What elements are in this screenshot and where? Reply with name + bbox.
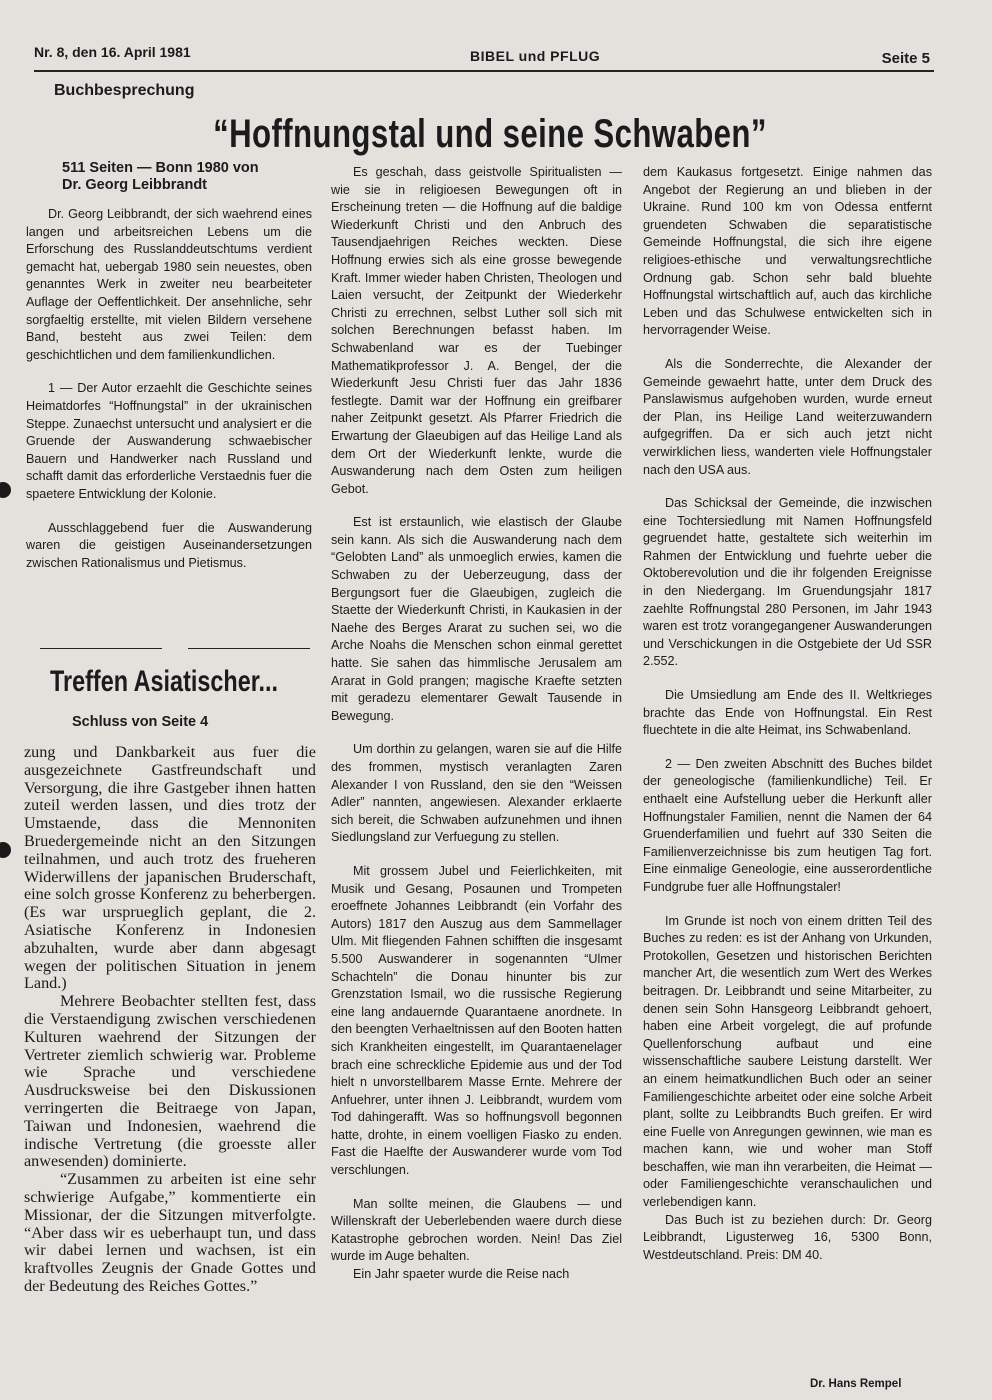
book-author-line: Dr. Georg Leibbrandt <box>62 177 208 193</box>
article-kicker: Buchbesprechung <box>54 82 195 99</box>
book-info <box>62 160 259 194</box>
paragraph: Um dorthin zu gelangen, waren sie auf die Hilfe des frommen, mystisch veranlagten Zaren Alexander I von Russland, den sie den “Weissen Adler” nannten, angewiesen. Alexander erklaerte sich bereit, die Schwaben aufzunehmen und ihnen Siedlungsland zur Verfuegung zu stellen. <box>331 742 622 845</box>
punch-hole-top <box>0 482 11 498</box>
page-header <box>34 44 934 70</box>
paragraph: Als die Sonderrechte, die Alexander der Gemeinde gewaehrt hatte, unter dem Druck des Panslawismus aufgehoben wurden, wurde erneut der Plan, ins Heilige Land weiterzuwandern aufgegriffen. Da er sich auch jetzt nicht verwirklichen liess, wanderten viele Hoffnungstaler nach den USA aus. <box>643 356 932 477</box>
paragraph: Die Umsiedlung am Ende des II. Weltkrieges brachte das Ende von Hoffnungstal. Ein Rest fluechtete in die alte Heimat, ins Schwabenland. <box>643 688 932 738</box>
article-column-2 <box>331 164 622 1284</box>
paragraph: Mehrere Beobachter stellten fest, dass die Verstaendigung zwischen verschiedenen Kulturen waehrend der Sitzungen der Vertreter ziemlich schwierig war. Probleme wie Sprache und verschiedene Ausdrucksweise bei den Diskussionen verringerten die Beitraege von Japan, Taiwan und Indonesien, waehrend die indische Vertretung (die groesste aller anwesenden) dominierte. <box>24 992 316 1171</box>
author-signature: Dr. Hans Rempel <box>810 1378 902 1390</box>
paragraph: Im Grunde ist noch von einem dritten Teil des Buches zu reden: es ist der Anhang von Urkunden, Protokollen, Gesetzen und historischen Berichten mancher Art, die wesentlich zum Wert des Werkes beitragen. Dr. Leibbrandt und seine Mitarbeiter, zu denen sein Sohn Hansgeorg Leibbrandt gehoert, haben eine Arbeit vorgelegt, die auf profunde Quellenforschung aufbaut und eine wissenschaftliche saubere Leistung darstellt. Wer an einem heimatkundlichen Buch oder an seiner Familiengeschichte arbeitet oder eine solche Arbeit plant, sollte zu Leibbrandts Buch greifen. Er wird eine Fuelle von Anregungen gewinnen, wie man es machen kann, wie und woher man Stoff beschaffen, wie man ihn verarbeiten, die Heimat — oder Familiengeschichte veranschaulichen und verlebendigen kann. <box>643 913 932 1210</box>
paragraph: Ein Jahr spaeter wurde die Reise nach <box>353 1267 570 1282</box>
paragraph: Est ist erstaunlich, wie elastisch der Glaube sein kann. Als sich die Auswanderung nach dem “Gelobten Land” als unmoeglich erwies, kamen die Schwaben zu der Ueberzeugung, dass der Bergungsort fuer die Glaeubigen, zugleich die Staette der Wiederkunft Christi, in Kaukasien in der Naehe des Berges Ararat zu suchen sei, wo die Arche Noahs die Menschen schon einmal gerettet hatte. Sie sahen das himmlische Jerusalem am Ararat in Gold prangen; magische Kraefte setzten mit geradezu elementarer Gewalt Tausende in Bewegung. <box>331 515 622 723</box>
paragraph: Mit grossem Jubel und Feierlichkeiten, mit Musik und Gesang, Posaunen und Trompeten eroeffnete Johannes Leibbrandt (ein Vorfahr des Autors) 1817 den Auszug aus dem Sammellager Ulm. Mit fliegenden Fahnen schifften die insgesamt 5.500 Auswanderer in sogenannten “Ulmer Schachteln” die Donau hinunter bis zur Grenzstation Ismail, wo die russische Regierung eine lang andauernde Quarantaene anordnete. In den beengten Verhaeltnissen auf den Booten hatten sich Krankheiten eingestellt, im Quarantaenelager brach eine schreckliche Epidemie aus und der Tod hielt n unvorstellbarem Masse Ernte. Mehrere der Anfuehrer, unter ihnen J. Leibbrandt, wurdem vom Tod dahingerafft. Was so hoffnungsvoll begonnen hatte, drohte, in einem voelligen Fiasko zu enden. Fast die Haelfte der Auswanderer wurde vom Tod verschlungen. <box>331 863 622 1178</box>
paragraph: zung und Dankbarkeit aus fuer die ausgezeichnete Gastfreundschaft und Versorgung, die ihre Gastgeber ihnen hatten zuteil werden lassen, und dies trotz der Umstaende, dass die Mennoniten Bruedergemeinde nicht an den Sitzungen teilnahmen, und auch trotz des frueheren Widerwillens der japanischen Bruderschaft, eine solch grosse Konferenz zu beherbergen. (Es war ursprueglich geplant, die 2. Asiatische Konferenz in Indonesien abzuhalten, wurde aber dann abgesagt wegen der politischen Situation in jenem Land.) <box>24 743 316 993</box>
article-column-1 <box>26 206 312 572</box>
section-divider <box>188 648 310 649</box>
paragraph: Dr. Georg Leibbrandt, der sich waehrend eines langen und arbeitsreichen Lebens um die Erforschung des Russlanddeutschtums verdient gemacht hat, uebergab 1980 sein neuestes, oben genanntes Werk in zweiter neu bearbeiteter Auflage der Oeffentlichkeit. Der ansehnliche, sehr sorgfaeltig erstellte, mit vielen Bildern versehene Band, besteht aus zwei Teilen: dem geschichtlichen und dem familienkundlichen. <box>26 207 312 362</box>
paragraph: “Zusammen zu arbeiten ist eine sehr schwierige Aufgabe,” kommentierte ein Missionar, der die Sitzungen mitverfolgte. “Aber dass wir es ueberhaupt tun, und dass wir dabei lernen und wachsen, ist ein kraftvolles Zeugnis der Gnade Gottes und der Bedeutung des Reiches Gottes.” <box>24 1170 316 1295</box>
paragraph: 1 — Der Autor erzaehlt die Geschichte seines Heimatdorfes “Hoffnungstal” in der ukrainischen Steppe. Zunaechst untersucht und analysiert er die Gruende der Auswanderung schwaebischer Bauern und Handwerker nach Russland und schafft damit das erforderliche Verstaednis fuer die spaetere Entwicklung der Kolonie. <box>26 381 312 501</box>
paragraph: dem Kaukasus fortgesetzt. Einige nahmen das Angebot der Regierung an und blieben in der Ukraine. Rund 100 km von Odessa entfernt gruendeten Schwaben die separatistische Gemeinde Hoffnungstal, die sich ihre eigene religioes-ethische und verwaltungsrechtliche Ordnung gab. Schon sehr bald bluehte Hoffnungstal wirtschaftlich auf, auch das kirchliche Leben und das Schulwese entwickelten sich in hervorragender Weise. <box>643 165 932 338</box>
paragraph: Das Schicksal der Gemeinde, die inzwischen eine Tochtersiedlung mit Namen Hoffnungsfeld gegruendet hatte, gestaltete sich weiterhin im Rahmen der Entwicklung und fuehrte ueber die Oktoberevolution und die ihr folgenden Ereignisse in den Niedergang. Im Gruendungsjahr 1817 zaehlte Roffnungstal 280 Personen, im Jahr 1943 waren est trotz vorangegangener Auswanderungen und Verschickungen in die Ostgebiete der Ud SSR 2.552. <box>643 496 932 669</box>
newspaper-title: BIBEL und PFLUG <box>470 48 601 64</box>
book-info-line: 511 Seiten — Bonn 1980 von <box>62 160 259 176</box>
article-headline: “Hoffnungstal und seine Schwaben” <box>213 112 767 156</box>
paragraph: 2 — Den zweiten Abschnitt des Buches bildet der geneologische (familienkundliche) Teil. Er enthaelt eine Aufstellung ueber die Herkunft aller Hoffnungstaler Familien, nennt die Namen der 64 Gruenderfamilien und fuehrt auf 330 Seiten die Familienverzeichnisse bis zum heutigen Tag fort. Eine einmalige Geneologie, eine ausserordentliche Fundgrube fuer alle Hoffnungstaler! <box>643 756 932 894</box>
continuation-note: Schluss von Seite 4 <box>72 714 209 730</box>
paragraph: Man sollte meinen, die Glaubens — und Willenskraft der Ueberlebenden waere durch diese Katastrophe gebrochen worden. Nein! Das Ziel wurde im Auge behalten. <box>331 1196 622 1264</box>
page-number: Seite 5 <box>881 50 930 67</box>
article-column-3 <box>643 164 932 1264</box>
header-rule <box>34 70 934 72</box>
paragraph: Ausschlaggebend fuer die Auswanderung waren die geistigen Auseinandersetzungen zwischen Rationalismus und Pietismus. <box>26 520 312 570</box>
paragraph: Es geschah, dass geistvolle Spiritualisten — wie sie in religioesen Bewegungen oft in Erscheinung treten — die Hoffnung auf die baldige Wiederkunft Christi und den Anbruch des Tausendjaehrigen Reiches weckten. Diese Hoffnung erwies sich als eine grosse bewegende Kraft. Immer wieder haben Christen, Theologen und Laien versucht, der Zeitpunkt der Wiederkehr Christi zu errechnen, selbst Luther soll sich mit solchen Berechnungen befasst haben. Im Schwabenland war es der Tuebinger Mathematikprofessor J. A. Bengel, der die Wiederkunft Jesu Christi fuer das Jahr 1836 festlegte. Damit war der Hoffnung ein greifbarer naher Zeitpunkt gesetzt. Als Pfarrer Friedrich die Erwartung der Glaeubigen auf das Heilige Land als dem Ort der Wiederkunft lenkte, wurde die Auswanderung nach dem Osten zum heiligen Gebot. <box>331 165 622 496</box>
section-divider <box>40 648 162 649</box>
punch-hole-bottom <box>0 842 11 858</box>
second-article-headline: Treffen Asiatischer... <box>50 665 279 698</box>
second-article-body <box>24 744 316 1296</box>
paragraph: Das Buch ist zu beziehen durch: Dr. Georg Leibbrandt, Ligusterweg 16, 5300 Bonn, Westdeutschland. Preis: DM 40. <box>643 1212 932 1262</box>
issue-date: Nr. 8, den 16. April 1981 <box>34 44 191 60</box>
